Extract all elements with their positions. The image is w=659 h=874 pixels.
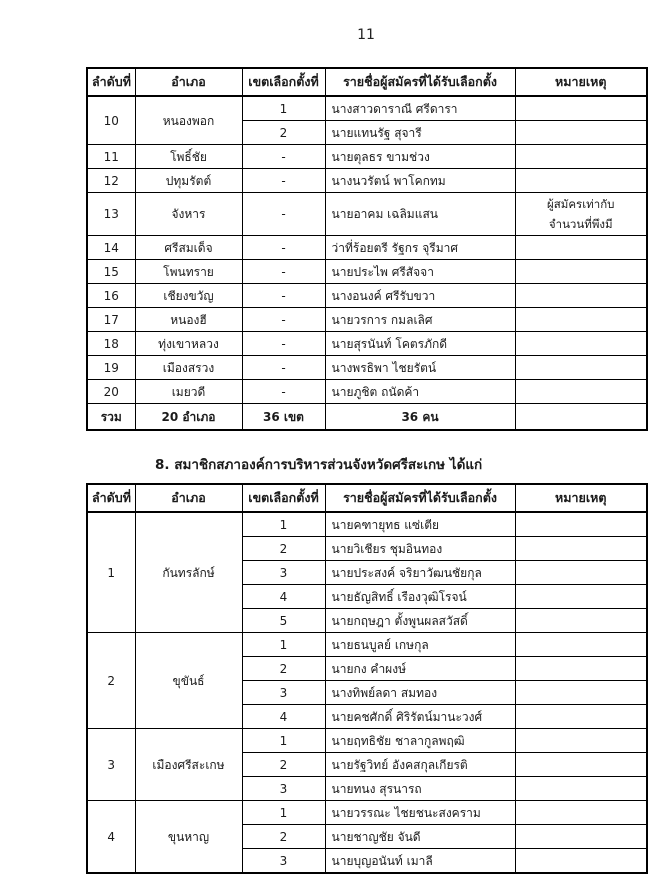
col-header-candidate: รายชื่อผู้สมัครที่ได้รับเลือกตั้ง — [325, 484, 515, 512]
cell-electoral-zone: 4 — [242, 585, 325, 609]
cell-order-number: 3 — [87, 729, 135, 801]
summary-remark — [515, 404, 647, 431]
cell-electoral-zone: - — [242, 236, 325, 260]
table2-body — [87, 512, 647, 873]
table-row — [87, 512, 647, 537]
cell-candidate-name: นายแทนรัฐ สุจารี — [325, 121, 515, 145]
cell-candidate-name: นางอนงค์ ศรีรับขวา — [325, 284, 515, 308]
cell-candidate-name: นายกง คำผงษ์ — [325, 657, 515, 681]
cell-candidate-name: นายฤทธิชัย ชาลากูลพฤฒิ — [325, 729, 515, 753]
cell-district-name: เมืองศรีสะเกษ — [135, 729, 242, 801]
cell-candidate-name: นางพรธิพา ไชยรัตน์ — [325, 356, 515, 380]
cell-remark — [515, 825, 647, 849]
cell-remark — [515, 356, 647, 380]
cell-remark — [515, 561, 647, 585]
elected-candidates-table-1 — [86, 67, 648, 431]
cell-electoral-zone: 1 — [242, 801, 325, 825]
cell-remark — [515, 260, 647, 284]
cell-electoral-zone: 2 — [242, 753, 325, 777]
cell-remark — [515, 729, 647, 753]
table-row — [87, 284, 647, 308]
col-header-zone: เขตเลือกตั้งที่ — [242, 484, 325, 512]
col-header-district: อำเภอ — [135, 484, 242, 512]
cell-candidate-name: นายวรรณะ ไชยชนะสงคราม — [325, 801, 515, 825]
col-header-zone: เขตเลือกตั้งที่ — [242, 68, 325, 96]
table-row — [87, 801, 647, 825]
cell-candidate-name: นายคชศักดิ์ ศิริรัตน์มานะวงศ์ — [325, 705, 515, 729]
cell-electoral-zone: 2 — [242, 537, 325, 561]
table-header-row — [87, 484, 647, 512]
cell-remark — [515, 236, 647, 260]
cell-electoral-zone: - — [242, 193, 325, 236]
cell-remark — [515, 332, 647, 356]
cell-electoral-zone: - — [242, 332, 325, 356]
cell-electoral-zone: - — [242, 169, 325, 193]
cell-electoral-zone: - — [242, 356, 325, 380]
cell-electoral-zone: 1 — [242, 633, 325, 657]
summary-people-count: 36 คน — [325, 404, 515, 431]
table-header-row — [87, 68, 647, 96]
cell-remark — [515, 657, 647, 681]
table-row — [87, 729, 647, 753]
cell-electoral-zone: 2 — [242, 121, 325, 145]
cell-district-name: หนองพอก — [135, 96, 242, 145]
cell-remark — [515, 193, 647, 236]
cell-district-name: ขุขันธ์ — [135, 633, 242, 729]
cell-district-name: จังหาร — [135, 193, 242, 236]
table-row — [87, 380, 647, 404]
cell-candidate-name: นายตุลธร ขามช่วง — [325, 145, 515, 169]
cell-district-name: กันทรลักษ์ — [135, 512, 242, 633]
col-header-order: ลำดับที่ — [87, 484, 135, 512]
cell-order-number: 11 — [87, 145, 135, 169]
table-row — [87, 169, 647, 193]
page-number: 11 — [357, 27, 375, 43]
cell-electoral-zone: 1 — [242, 96, 325, 121]
cell-candidate-name: นางทิพย์ลดา สมทอง — [325, 681, 515, 705]
remark-line: จำนวนที่พึงมี — [548, 217, 613, 231]
table-row — [87, 145, 647, 169]
col-header-candidate: รายชื่อผู้สมัครที่ได้รับเลือกตั้ง — [325, 68, 515, 96]
cell-candidate-name: นายกฤษฎา ตั้งพูนผลสวัสดิ์ — [325, 609, 515, 633]
summary-label: รวม — [87, 404, 135, 431]
cell-order-number: 1 — [87, 512, 135, 633]
table1-body — [87, 96, 647, 430]
cell-candidate-name: นายทนง สุรนารถ — [325, 777, 515, 801]
cell-remark — [515, 753, 647, 777]
col-header-district: อำเภอ — [135, 68, 242, 96]
cell-electoral-zone: - — [242, 284, 325, 308]
remark-line: ผู้สมัครเท่ากับ — [547, 197, 615, 211]
cell-district-name: เมยวดี — [135, 380, 242, 404]
cell-electoral-zone: - — [242, 308, 325, 332]
cell-order-number: 19 — [87, 356, 135, 380]
cell-electoral-zone: 3 — [242, 849, 325, 874]
cell-electoral-zone: 3 — [242, 561, 325, 585]
cell-candidate-name: ว่าที่ร้อยตรี รัฐกร จุรีมาศ — [325, 236, 515, 260]
cell-candidate-name: นายธัญสิทธิ์ เรืองวุฒิโรจน์ — [325, 585, 515, 609]
cell-order-number: 16 — [87, 284, 135, 308]
cell-candidate-name: นายวิเชียร ชุมอินทอง — [325, 537, 515, 561]
cell-remark — [515, 308, 647, 332]
cell-order-number: 12 — [87, 169, 135, 193]
cell-candidate-name: นายบุญอนันท์ เมาลี — [325, 849, 515, 874]
cell-electoral-zone: 3 — [242, 777, 325, 801]
cell-district-name: เมืองสรวง — [135, 356, 242, 380]
col-header-order: ลำดับที่ — [87, 68, 135, 96]
cell-order-number: 17 — [87, 308, 135, 332]
table-row — [87, 193, 647, 236]
cell-order-number: 18 — [87, 332, 135, 356]
cell-order-number: 15 — [87, 260, 135, 284]
cell-district-name: ขุนหาญ — [135, 801, 242, 874]
cell-candidate-name: นายวรการ กมลเลิศ — [325, 308, 515, 332]
elected-candidates-table-2 — [86, 483, 648, 874]
cell-district-name: โพนทราย — [135, 260, 242, 284]
table-row — [87, 633, 647, 657]
cell-remark — [515, 96, 647, 121]
cell-remark — [515, 633, 647, 657]
col-header-remark: หมายเหตุ — [515, 68, 647, 96]
table-row — [87, 356, 647, 380]
cell-remark — [515, 169, 647, 193]
cell-candidate-name: นางสาวดาราณี ศรีดารา — [325, 96, 515, 121]
cell-candidate-name: นายสุรนันท์ โคตรภักดี — [325, 332, 515, 356]
cell-electoral-zone: - — [242, 260, 325, 284]
cell-remark — [515, 705, 647, 729]
section-heading: 8. สมาชิกสภาองค์การบริหารส่วนจังหวัดศรีสะเกษ ได้แก่ — [155, 457, 483, 473]
cell-order-number: 20 — [87, 380, 135, 404]
cell-electoral-zone: 3 — [242, 681, 325, 705]
cell-remark — [515, 512, 647, 537]
cell-electoral-zone: 4 — [242, 705, 325, 729]
col-header-remark: หมายเหตุ — [515, 484, 647, 512]
table-row — [87, 96, 647, 121]
cell-remark — [515, 585, 647, 609]
cell-remark — [515, 849, 647, 874]
cell-remark — [515, 284, 647, 308]
cell-electoral-zone: 2 — [242, 657, 325, 681]
table-row — [87, 332, 647, 356]
cell-remark — [515, 681, 647, 705]
table-row — [87, 260, 647, 284]
table-row — [87, 236, 647, 260]
cell-electoral-zone: 2 — [242, 825, 325, 849]
cell-candidate-name: นายอาคม เฉลิมแสน — [325, 193, 515, 236]
cell-remark — [515, 801, 647, 825]
table-row — [87, 308, 647, 332]
cell-order-number: 14 — [87, 236, 135, 260]
summary-district-count: 20 อำเภอ — [135, 404, 242, 431]
cell-district-name: ศรีสมเด็จ — [135, 236, 242, 260]
cell-remark — [515, 537, 647, 561]
cell-electoral-zone: 1 — [242, 729, 325, 753]
cell-candidate-name: นายรัฐวิทย์ อังคสกุลเกียรติ — [325, 753, 515, 777]
table-summary-row — [87, 404, 647, 431]
cell-candidate-name: นายประไพ ศรีสัจจา — [325, 260, 515, 284]
cell-remark — [515, 145, 647, 169]
cell-order-number: 4 — [87, 801, 135, 874]
cell-candidate-name: นางนวรัตน์ พาโคกทม — [325, 169, 515, 193]
cell-candidate-name: นายประสงค์ จริยาวัฒนชัยกุล — [325, 561, 515, 585]
cell-electoral-zone: 1 — [242, 512, 325, 537]
summary-zone-count: 36 เขต — [242, 404, 325, 431]
cell-district-name: เชียงขวัญ — [135, 284, 242, 308]
cell-district-name: โพธิ์ชัย — [135, 145, 242, 169]
cell-candidate-name: นายคฑายุทธ แซ่เตีย — [325, 512, 515, 537]
cell-district-name: หนองฮี — [135, 308, 242, 332]
cell-order-number: 10 — [87, 96, 135, 145]
cell-electoral-zone: 5 — [242, 609, 325, 633]
cell-remark — [515, 609, 647, 633]
cell-candidate-name: นายธนบูลย์ เกษกุล — [325, 633, 515, 657]
cell-candidate-name: นายชาญชัย จันดี — [325, 825, 515, 849]
cell-electoral-zone: - — [242, 380, 325, 404]
cell-district-name: ปทุมรัตต์ — [135, 169, 242, 193]
cell-remark — [515, 380, 647, 404]
cell-electoral-zone: - — [242, 145, 325, 169]
cell-remark — [515, 777, 647, 801]
cell-candidate-name: นายภูชิต ถนัดค้า — [325, 380, 515, 404]
cell-district-name: ทุ่งเขาหลวง — [135, 332, 242, 356]
cell-order-number: 2 — [87, 633, 135, 729]
cell-order-number: 13 — [87, 193, 135, 236]
cell-remark — [515, 121, 647, 145]
